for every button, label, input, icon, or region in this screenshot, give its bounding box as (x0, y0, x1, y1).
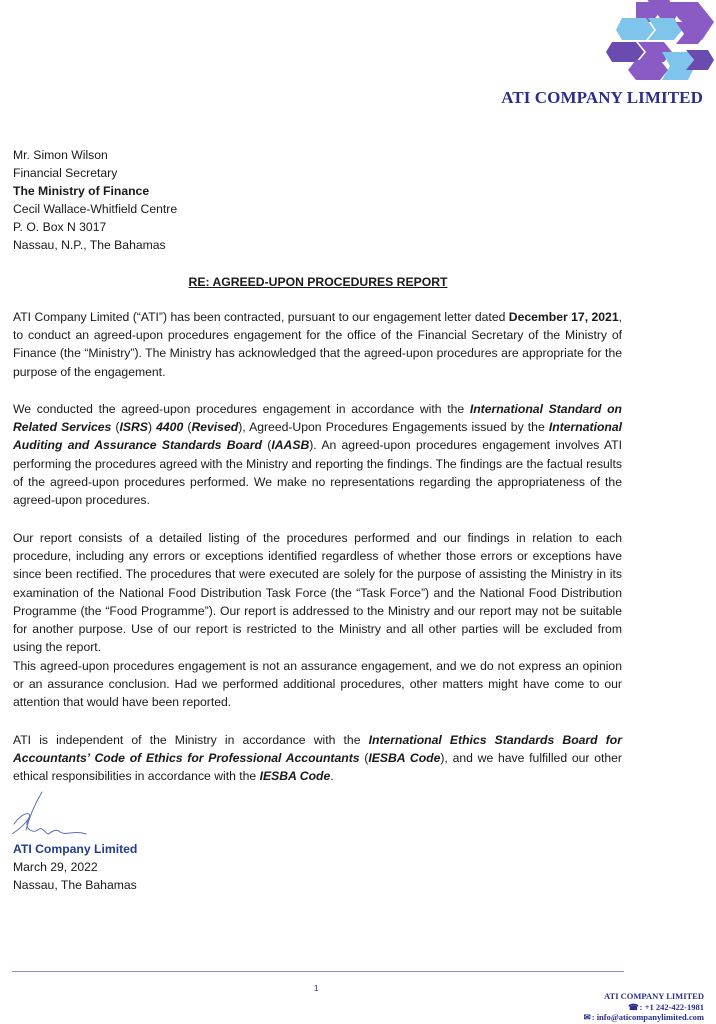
envelope-icon: ✉ (583, 1012, 591, 1022)
footer-divider (12, 971, 624, 972)
subject-line: RE: AGREED-UPON PROCEDURES REPORT (188, 275, 448, 289)
addressee-organization: The Ministry of Finance (13, 184, 150, 198)
iaasb-abbr: IAASB (271, 438, 310, 453)
iesba-full-name: International Ethics Standards Board for Accountants’ Code of Ethics for Professional Accountants (13, 733, 622, 766)
engagement-date: December 17, 2021 (508, 310, 619, 324)
iaasb-name: International Auditing and Assurance Standards Board (13, 420, 623, 453)
addressee-address-line2: P. O. Box N 3017 (13, 220, 107, 234)
isrs-abbr: ISRS (119, 420, 148, 435)
footer-phone-row (584, 1002, 704, 1013)
signoff-block (13, 840, 137, 895)
footer-email-row (584, 1012, 704, 1023)
signoff-date: March 29, 2022 (13, 860, 98, 875)
addressee-block (13, 146, 177, 254)
addressee-title: Financial Secretary (13, 166, 118, 180)
isrs-name: International Standard on Related Services (13, 402, 622, 435)
footer-contact (584, 991, 704, 1023)
paragraph-not-assurance: This agreed-upon procedures engagement is not an assurance engagement, and we do not express an opinion or an assurance conclusion. Had we performed additional procedures, other matters might have come to our attention that would have been reported. (13, 659, 622, 710)
iesba-code: IESBA Code (259, 769, 331, 784)
isrs-number: 4400 (156, 420, 184, 435)
paragraph-standards: We conducted the agreed-upon procedures engagement in accordance with the International Standard on Related Services (ISRS) 4400 (Revised), Agreed-Upon Procedures Engagements issued by the International Auditing and Assurance Standards Board (IAASB). An agreed-upon procedures engagement involves ATI performing the procedures agreed with the Ministry and reporting the findings. The findings are the factual results of the agreed-upon procedures performed. We make no representations regarding the appropriateness of the agreed-upon procedures. (13, 402, 623, 508)
handwritten-signature (8, 790, 90, 844)
footer-company: ATI COMPANY LIMITED (604, 991, 704, 1001)
revised-label: Revised (191, 420, 239, 435)
addressee-address-line1: Cecil Wallace-Whitfield Centre (13, 202, 178, 216)
signoff-company: ATI Company Limited (13, 842, 138, 856)
footer-phone: : +1 242-422-1981 (639, 1001, 704, 1012)
page-number: 1 (314, 984, 319, 993)
letterhead-company-name: ATI COMPANY LIMITED (501, 88, 703, 107)
paragraph-engagement: ATI Company Limited (“ATI”) has been contracted, pursuant to our engagement letter dated December 17, 2021, to conduct an agreed-upon procedures engagement for the office of the Financial Secretary of the Ministry of Finance (the “Ministry”). The Ministry has acknowledged that the agreed-upon procedures are appropriate for the purpose of the engagement. (13, 310, 623, 379)
addressee-address-line3: Nassau, N.P., The Bahamas (13, 238, 166, 252)
company-logo (606, 0, 716, 84)
iesba-code: IESBA Code (368, 751, 441, 766)
addressee-name: Mr. Simon Wilson (13, 148, 108, 162)
signoff-location: Nassau, The Bahamas (13, 878, 137, 893)
footer-email: : info@aticompanylimited.com (591, 1012, 704, 1022)
phone-icon: ☎ (628, 1001, 639, 1012)
paragraph-independence: ATI is independent of the Ministry in accordance with the International Ethics Standards Board for Accountants’ Code of Ethics for Professional Accountants (IESBA Code), and we have fulfilled our other ethical responsibilities in accordance with the IESBA Code. (13, 733, 622, 784)
paragraph-report-scope: Our report consists of a detailed listing of the procedures performed and our findings in relation to each procedure, including any errors or exceptions identified regardless of whether those errors or exceptions have since been rectified. The procedures that were executed are solely for the purpose of assisting the Ministry in its examination of the National Food Distribution Task Force (the “Task Force”) and the National Food Distribution Programme (the “Food Programme”). Our report is addressed to the Ministry and our report may not be suitable for another purpose. Use of our report is restricted to the Ministry and all other parties will be excluded from using the report. (13, 531, 622, 655)
